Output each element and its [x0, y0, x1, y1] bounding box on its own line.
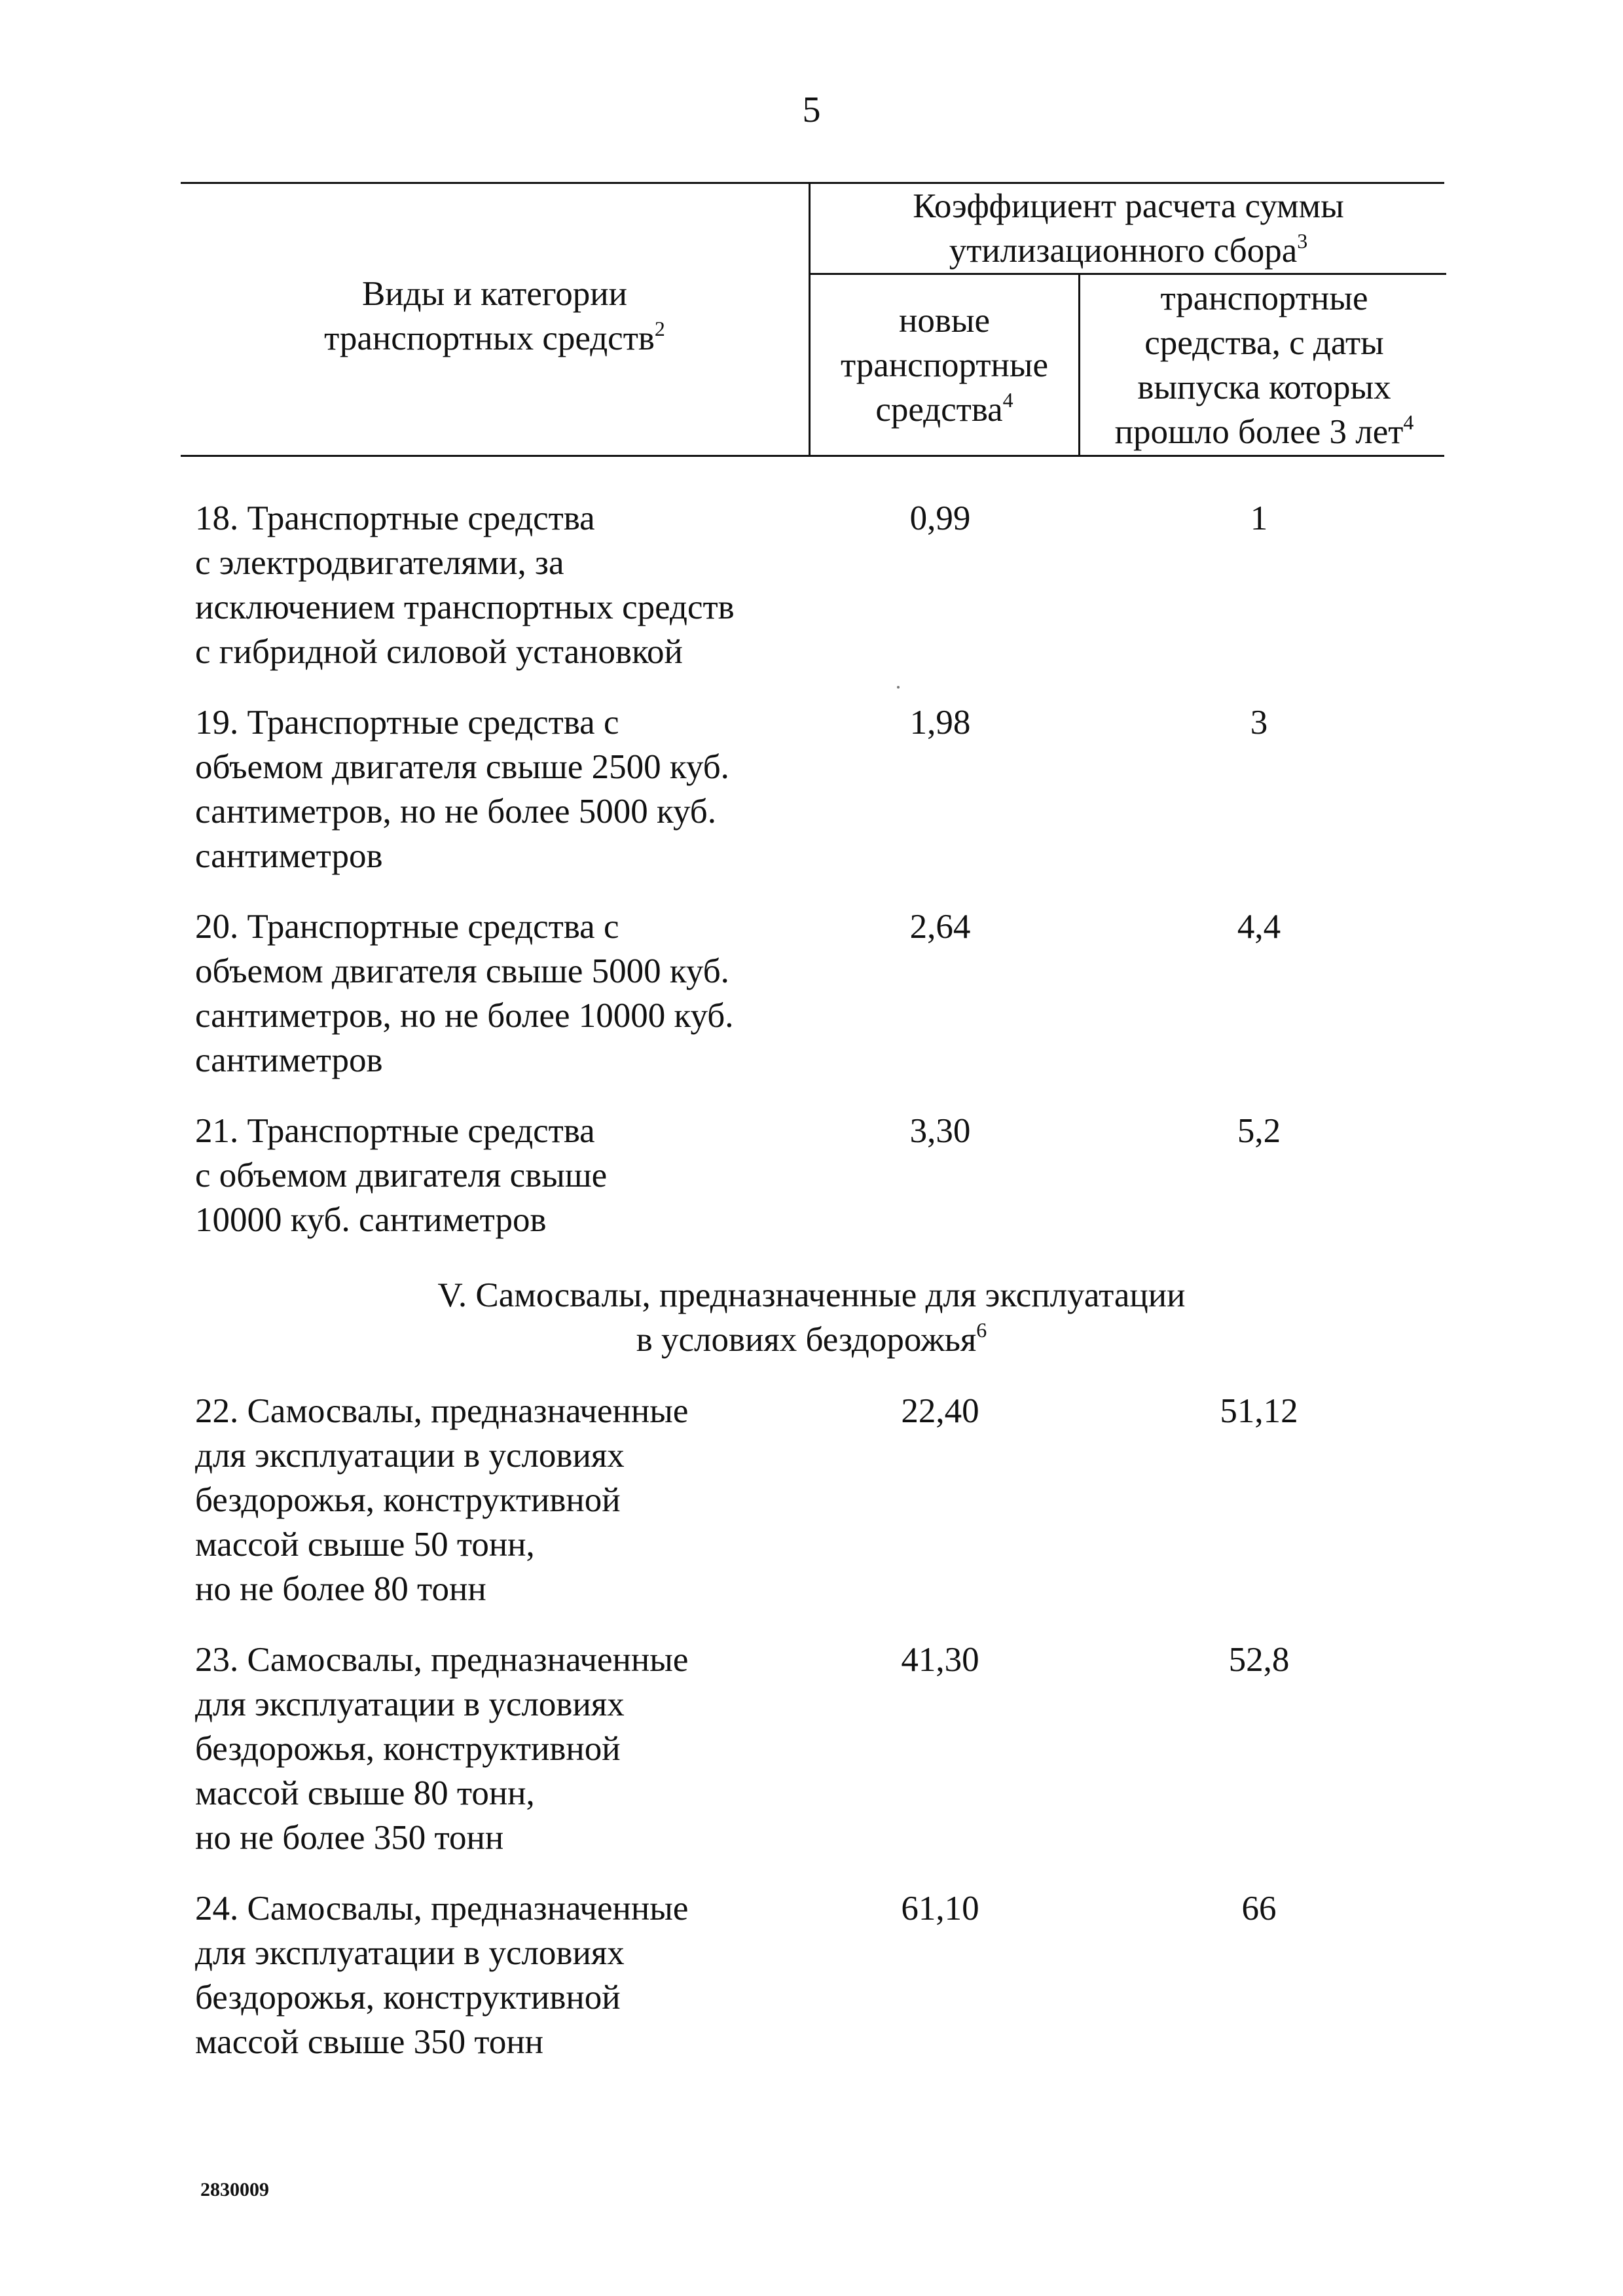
row-name: 20. Транспортные средства с объемом двигателя свыше 5000 куб. сантиметров, но не более 10000 куб. сантиметров [195, 908, 734, 1079]
row-value-used: 51,12 [1220, 1392, 1298, 1430]
row-value-used: 66 [1241, 1890, 1277, 1928]
footnote-ref: 4 [1403, 410, 1414, 434]
scan-speck [897, 686, 900, 689]
row-value-used: 52,8 [1228, 1641, 1290, 1679]
header-vehicle-types-line1: Виды и категории [361, 275, 628, 313]
section-title-line1: V. Самосвалы, предназначенные для эксплуатации [437, 1276, 1186, 1314]
header-used-line1: транспортные [1160, 279, 1368, 317]
row-value-new: 22,40 [901, 1392, 979, 1430]
row-value-new: 0,99 [909, 499, 971, 537]
row-value-new: 1,98 [909, 704, 971, 742]
row-value-new: 61,10 [901, 1890, 979, 1928]
row-value-new: 3,30 [909, 1112, 971, 1150]
row-value-new: 2,64 [909, 908, 971, 946]
row-value-new: 41,30 [901, 1641, 979, 1679]
header-used-line4: прошло более 3 лет [1114, 412, 1404, 451]
row-name: 24. Самосвалы, предназначенные для эксплуатации в условиях бездорожья, конструктивной массой свыше 350 тонн [195, 1890, 689, 2061]
page-number: 5 [802, 90, 821, 130]
footnote-ref: 4 [1002, 387, 1013, 412]
header-new-line1: новые [898, 301, 990, 340]
row-name: 21. Транспортные средства с объемом двигателя свыше 10000 куб. сантиметров [195, 1112, 608, 1239]
row-name: 19. Транспортные средства с объемом двигателя свыше 2500 куб. сантиметров, но не более 5000 куб. сантиметров [195, 704, 729, 875]
header-new-line3: средства [875, 390, 1003, 429]
row-value-used: 4,4 [1237, 908, 1281, 946]
footnote-ref: 6 [976, 1318, 987, 1342]
row-value-used: 5,2 [1237, 1112, 1281, 1150]
row-name: 18. Транспортные средства с электродвигателями, за исключением транспортных средств с гибридной силовой установкой [195, 499, 735, 671]
header-used-line2: средства, с даты [1144, 323, 1384, 362]
row-value-used: 1 [1250, 499, 1268, 537]
header-coefficient-line2: утилизационного сбора [949, 232, 1298, 270]
header-used-line3: выпуска которых [1137, 368, 1391, 406]
footnote-ref: 2 [654, 317, 665, 341]
header-coefficient-line1: Коэффициент расчета суммы [913, 187, 1344, 225]
document-code: 2830009 [200, 2179, 269, 2200]
section-title-line2: в условиях бездорожья [636, 1321, 977, 1359]
footnote-ref: 3 [1297, 229, 1308, 253]
header-vehicle-types-line2: транспортных средств [324, 319, 655, 357]
header-new-line2: транспортные [840, 346, 1049, 384]
row-value-used: 3 [1250, 704, 1268, 742]
row-name: 22. Самосвалы, предназначенные для эксплуатации в условиях бездорожья, конструктивной массой свыше 50 тонн, но не более 80 тонн [195, 1392, 689, 1608]
row-name: 23. Самосвалы, предназначенные для эксплуатации в условиях бездорожья, конструктивной массой свыше 80 тонн, но не более 350 тонн [195, 1641, 689, 1857]
